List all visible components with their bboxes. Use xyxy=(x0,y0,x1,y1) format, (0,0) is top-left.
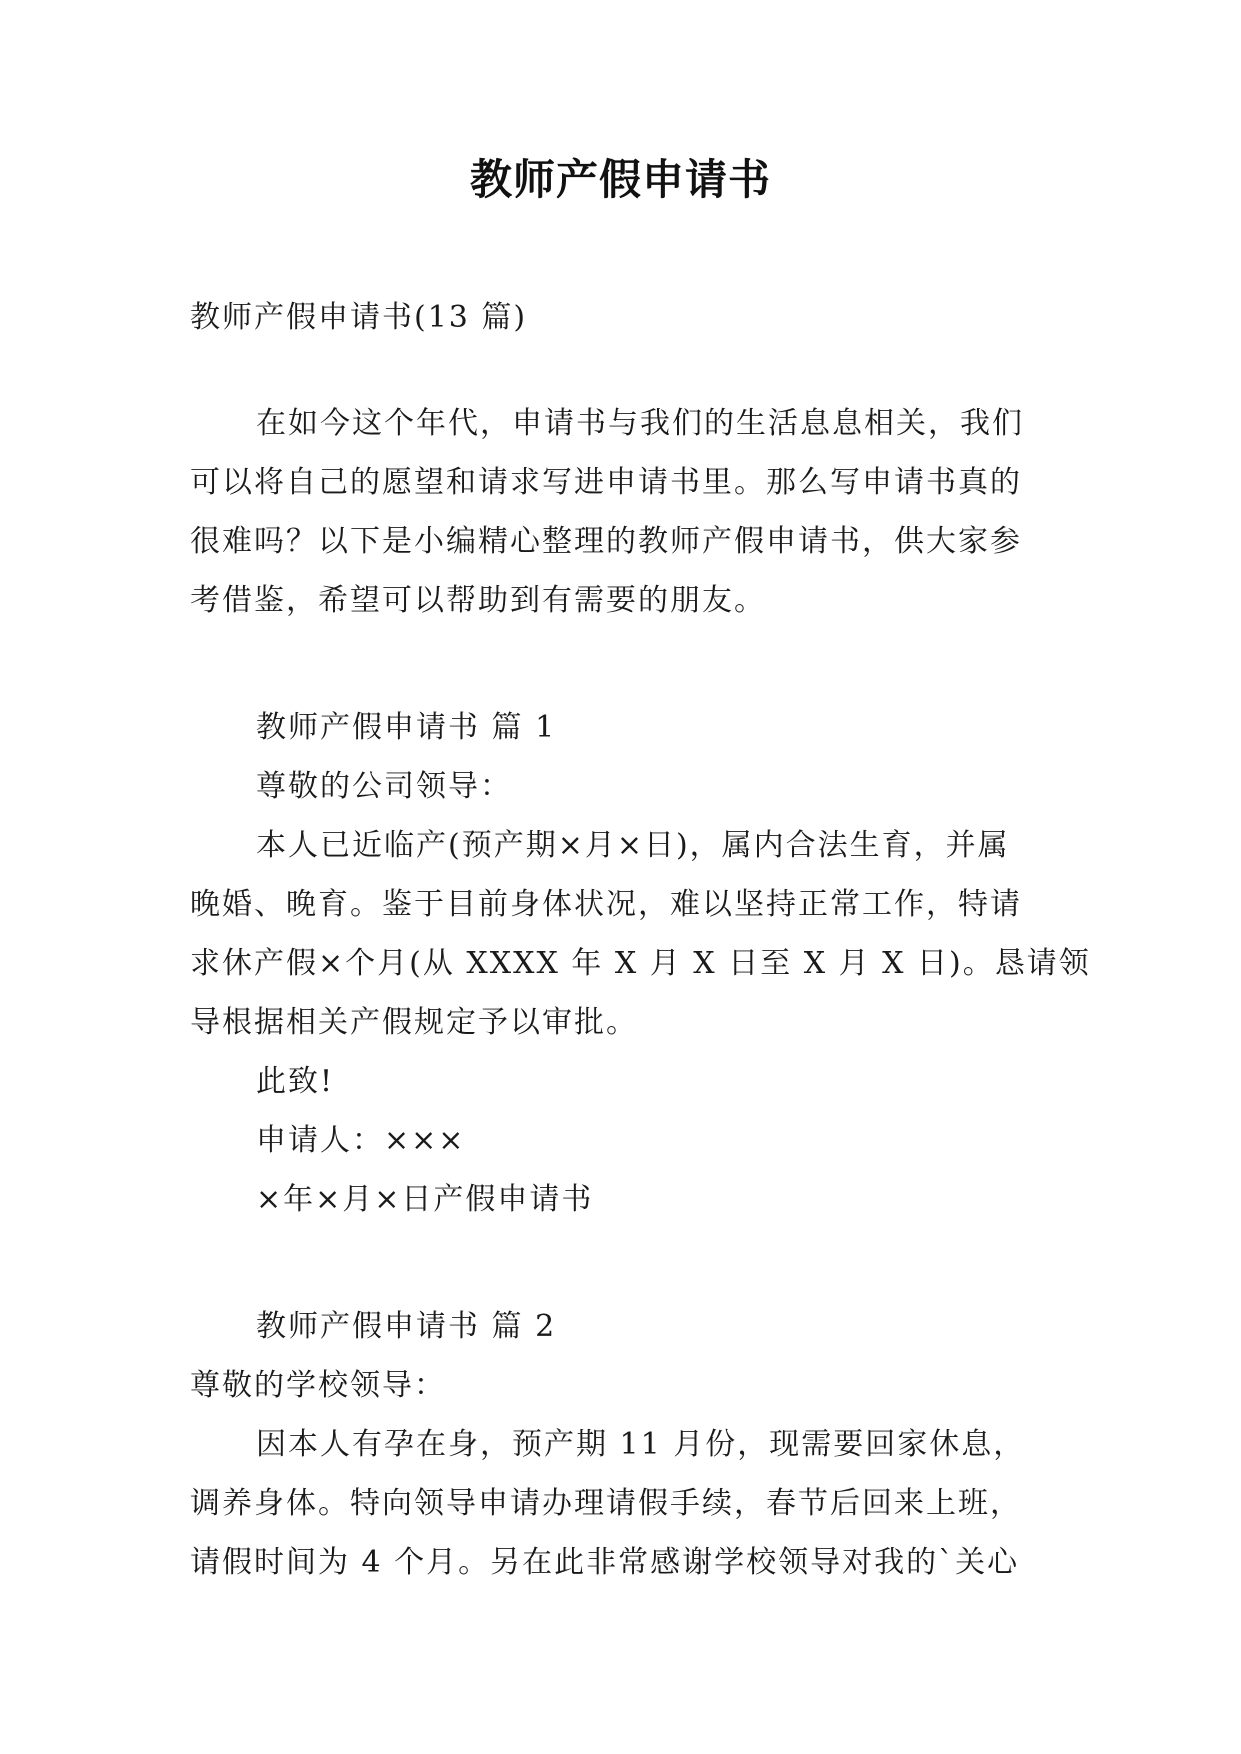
spacer xyxy=(190,347,1060,394)
document-subtitle: 教师产假申请书(13 篇) xyxy=(190,300,528,335)
section2-body-line-3: 请假时间为 4 个月。另在此非常感谢学校领导对我的`关心 xyxy=(190,1545,1020,1580)
section2-salutation: 尊敬的学校领导： xyxy=(190,1368,446,1403)
section1-body-line-4: 导根据相关产假规定予以审批。 xyxy=(190,1005,638,1040)
section1-body-line-3: 求休产假×个月(从 XXXX 年 X 月 X 日至 X 月 X 日)。恳请领 xyxy=(190,946,1091,981)
intro-line-2: 可以将自己的愿望和请求写进申请书里。那么写申请书真的 xyxy=(190,465,1022,500)
document-title: 教师产假申请书 xyxy=(469,155,771,204)
spacer xyxy=(190,630,1060,698)
section1-applicant: 申请人：××× xyxy=(256,1123,466,1158)
document-body xyxy=(190,288,1091,1592)
section1-closing: 此致! xyxy=(256,1064,335,1099)
intro-line-4: 考借鉴，希望可以帮助到有需要的朋友。 xyxy=(190,583,766,618)
spacer xyxy=(190,1229,1060,1297)
section1-body-line-1: 本人已近临产(预产期×月×日)，属内合法生育，并属 xyxy=(256,828,1010,863)
section1-body-line-2: 晚婚、晚育。鉴于目前身体状况，难以坚持正常工作，特请 xyxy=(190,887,1022,922)
section1-date: ×年×月×日产假申请书 xyxy=(256,1182,594,1217)
section1-salutation: 尊敬的公司领导： xyxy=(256,769,512,804)
section2-heading: 教师产假申请书 篇 2 xyxy=(256,1309,557,1344)
section2-body-line-2: 调养身体。特向领导申请办理请假手续，春节后回来上班， xyxy=(190,1486,1022,1521)
intro-line-3: 很难吗？以下是小编精心整理的教师产假申请书，供大家参 xyxy=(190,524,1022,559)
section2-body-line-1: 因本人有孕在身，预产期 11 月份，现需要回家休息， xyxy=(256,1427,1026,1462)
intro-line-1: 在如今这个年代，申请书与我们的生活息息相关，我们 xyxy=(256,406,1024,441)
section1-heading: 教师产假申请书 篇 1 xyxy=(256,710,557,745)
